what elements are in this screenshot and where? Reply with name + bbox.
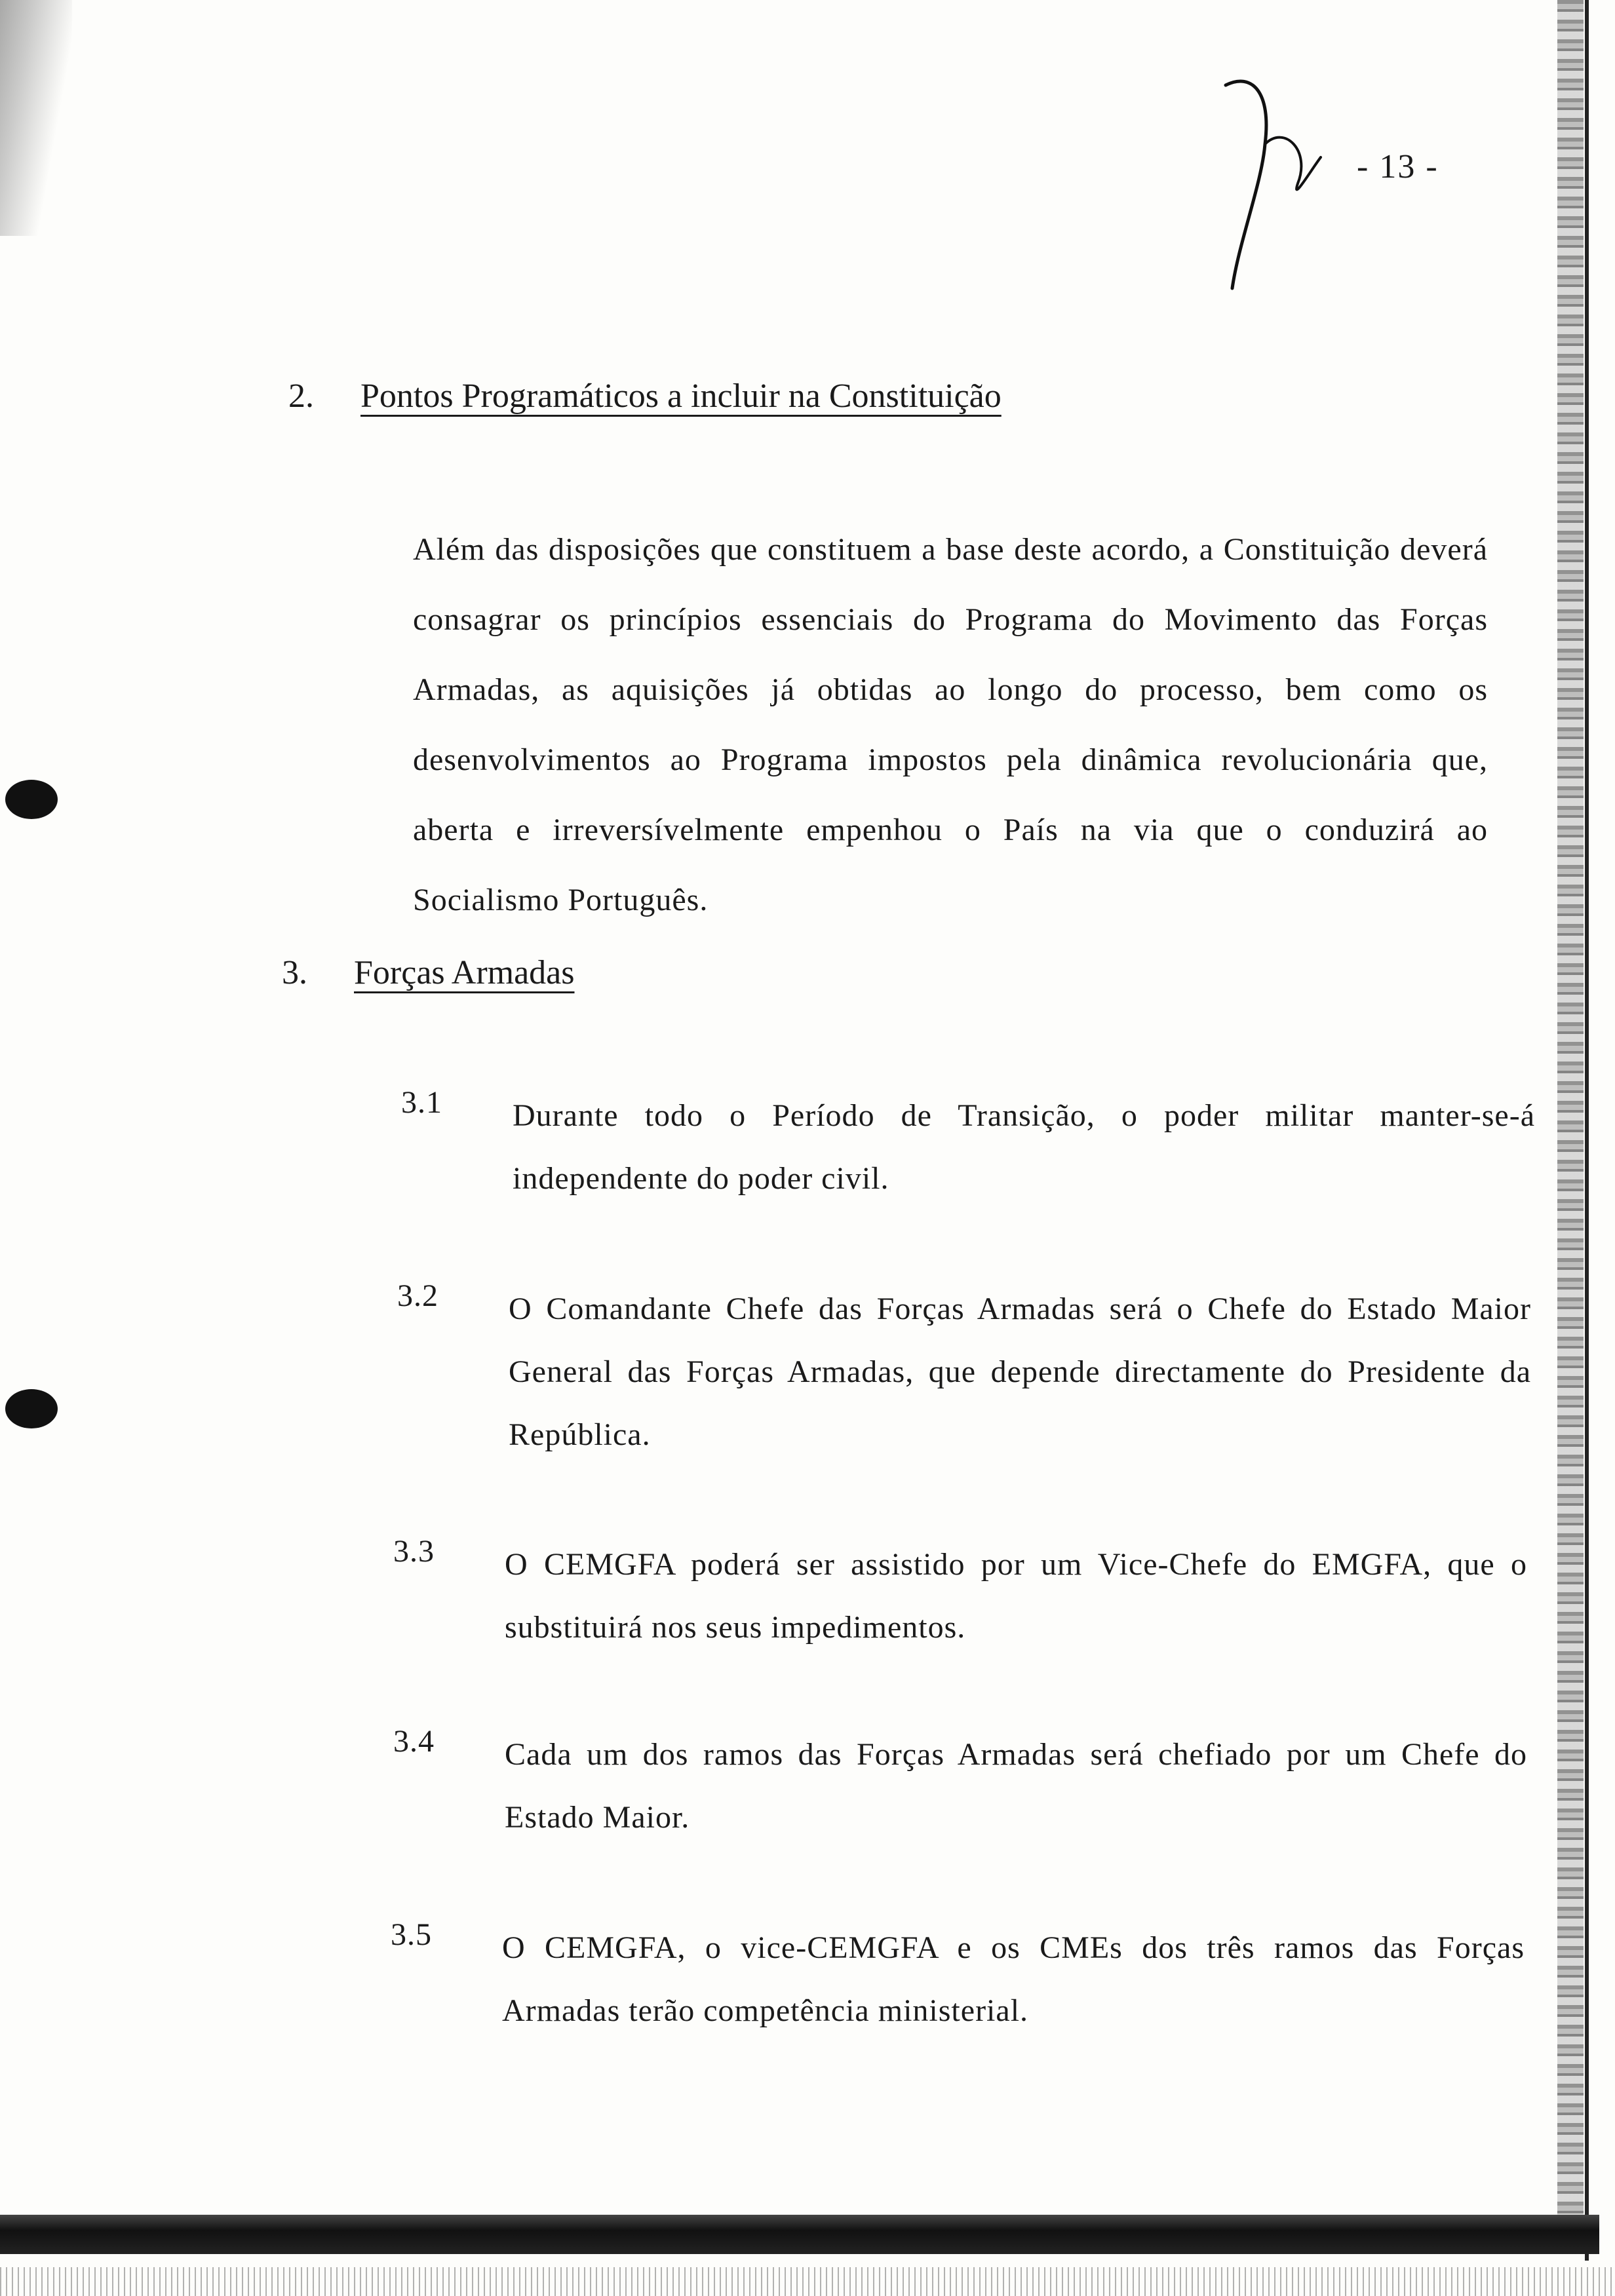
punch-hole-mark [5,780,58,819]
section-number: 3. [282,954,307,991]
section-heading-3 [282,953,574,992]
scan-bottom-bar [0,2215,1599,2254]
item-number: 3.3 [393,1534,435,1569]
section-title: Forças Armadas [354,954,575,991]
section-heading-2 [288,377,1002,415]
item-number: 3.1 [401,1085,442,1120]
item-number: 3.5 [391,1917,432,1952]
scan-bottom-noise [0,2267,1615,2296]
item-number: 3.4 [393,1724,435,1759]
page-number: - 13 - [1357,148,1439,185]
section-number: 2. [288,377,314,415]
punch-hole-mark [5,1389,58,1428]
item-text: O CEMGFA, o vice-CEMGFA e os CMEs dos três ramos das Forças Armadas terão competência ministerial. [502,1930,1525,2028]
scan-binding-strip [1557,0,1584,2228]
item-text: Cada um dos ramos das Forças Armadas será chefiado por um Chefe do Estado Maior. [505,1737,1527,1835]
item-text: Durante todo o Período de Transição, o poder militar manter-se-á independente do poder civil. [513,1098,1535,1196]
item-text: O Comandante Chefe das Forças Armadas será o Chefe do Estado Maior General das Forças Armadas, que depende directamente do Presidente da República. [509,1292,1531,1452]
page-edge-line [1585,0,1589,2261]
item-number: 3.2 [397,1278,438,1313]
section-paragraph: Além das disposições que constituem a base deste acordo, a Constituição deverá consagrar os princípios essenciais do Programa do Movimento das Forças Armadas, as aquisições já obtidas ao longo do processo, bem como os desenvolvimentos ao Programa impostos pela dinâmica revolucionária que, aberta e irreversívelmente empenhou o País na via que o conduzirá ao Socialismo Português. [413,532,1488,917]
item-text: O CEMGFA poderá ser assistido por um Vice-Chefe do EMGFA, que o substituirá nos seus impedimentos. [505,1547,1527,1645]
scan-edge-shadow [0,0,72,236]
section-title: Pontos Programáticos a incluir na Constituição [360,377,1002,415]
handwritten-initials-mark [1213,72,1331,295]
